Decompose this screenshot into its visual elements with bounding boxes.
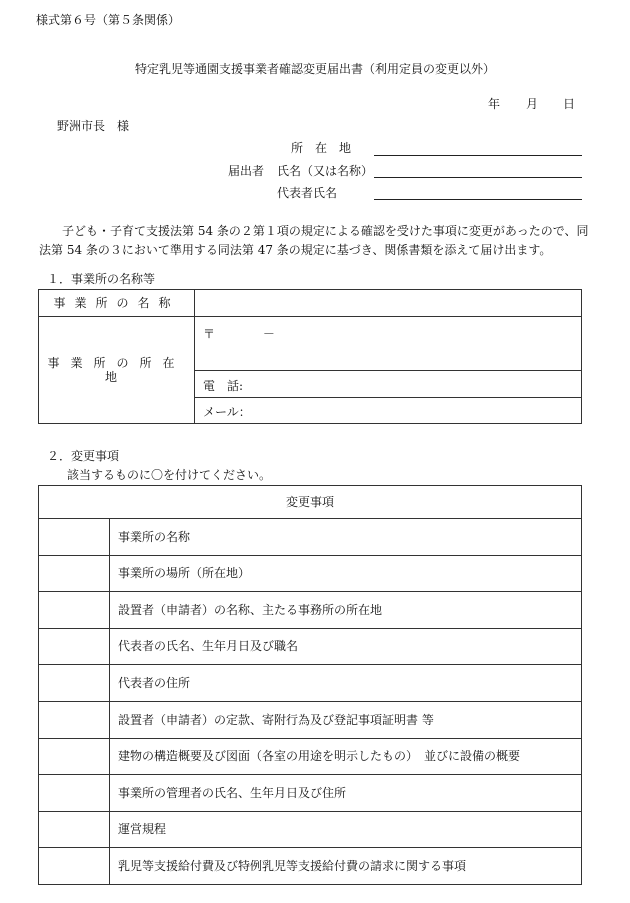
change-check-cell[interactable]	[39, 811, 110, 848]
form-title: 特定乳児等通園支援事業者確認変更届出書（利用定員の変更以外）	[134, 62, 495, 76]
address-field[interactable]	[374, 155, 582, 156]
change-check-cell[interactable]	[39, 665, 110, 702]
form-number: 様式第６号（第５条関係）	[36, 13, 181, 27]
phone-field[interactable]	[195, 371, 582, 398]
mail-label: メール：	[203, 405, 251, 420]
change-check-cell[interactable]	[39, 592, 110, 629]
section2-instruction: 該当するものに〇を付けてください。	[67, 468, 272, 482]
facility-name-label: 事業所の名称	[53, 295, 180, 310]
representative-field[interactable]	[374, 199, 582, 200]
name-field[interactable]	[374, 177, 582, 178]
change-check-cell[interactable]	[39, 555, 110, 592]
mail-field[interactable]	[195, 398, 582, 424]
body-paragraph: 子ども・子育て支援法第 54 条の２第１項の規定による確認を受けた事項に変更があったので、同法第 54 条の３において準用する同法第 47 条の規定に基づき、関係書類を添えて届け出ます。	[39, 224, 589, 257]
name-label: 氏名（又は名称）	[277, 164, 374, 178]
postal-address-field[interactable]	[195, 317, 582, 371]
change-check-cell[interactable]	[39, 701, 110, 738]
date-day-label: 日	[563, 97, 576, 111]
date-year-label: 年	[488, 97, 501, 111]
section2-heading: ２．変更事項	[47, 449, 120, 463]
change-item-label: 運営規程	[110, 811, 582, 848]
facility-info-table	[38, 289, 582, 424]
addressee: 野洲市長 様	[57, 119, 130, 133]
change-table-header: 変更事項	[39, 486, 582, 519]
change-item-label: 乳児等支援給付費及び特例乳児等支援給付費の請求に関する事項	[110, 848, 582, 885]
postal-dash: －	[262, 327, 275, 341]
phone-label: 電 話:	[203, 378, 244, 393]
change-item-label: 建物の構造概要及び図面（各室の用途を明示したもの） 並びに設備の概要	[110, 738, 582, 775]
change-item-label: 事業所の名称	[110, 519, 582, 556]
change-check-cell[interactable]	[39, 628, 110, 665]
date-month-label: 月	[526, 97, 539, 111]
change-item-label: 事業所の場所（所在地）	[110, 555, 582, 592]
notifier-label: 届出者	[228, 164, 265, 178]
change-check-cell[interactable]	[39, 848, 110, 885]
address-label: 所 在 地	[291, 141, 352, 155]
change-item-label: 事業所の管理者の氏名、生年月日及び住所	[110, 775, 582, 812]
change-check-cell[interactable]	[39, 519, 110, 556]
section1-heading: １．事業所の名称等	[47, 272, 156, 286]
facility-address-label-cell	[39, 317, 195, 424]
change-item-label: 設置者（申請者）の定款、寄附行為及び登記事項証明書 等	[110, 701, 582, 738]
facility-name-label-cell	[39, 290, 195, 317]
change-items-table	[38, 485, 582, 885]
postal-mark: 〒	[203, 327, 216, 341]
facility-address-label: 事業所の所在地	[47, 355, 186, 384]
change-item-label: 代表者の氏名、生年月日及び職名	[110, 628, 582, 665]
change-item-label: 設置者（申請者）の名称、主たる事務所の所在地	[110, 592, 582, 629]
representative-label: 代表者氏名	[277, 186, 338, 200]
change-check-cell[interactable]	[39, 775, 110, 812]
change-check-cell[interactable]	[39, 738, 110, 775]
facility-name-field[interactable]	[195, 290, 582, 317]
change-item-label: 代表者の住所	[110, 665, 582, 702]
